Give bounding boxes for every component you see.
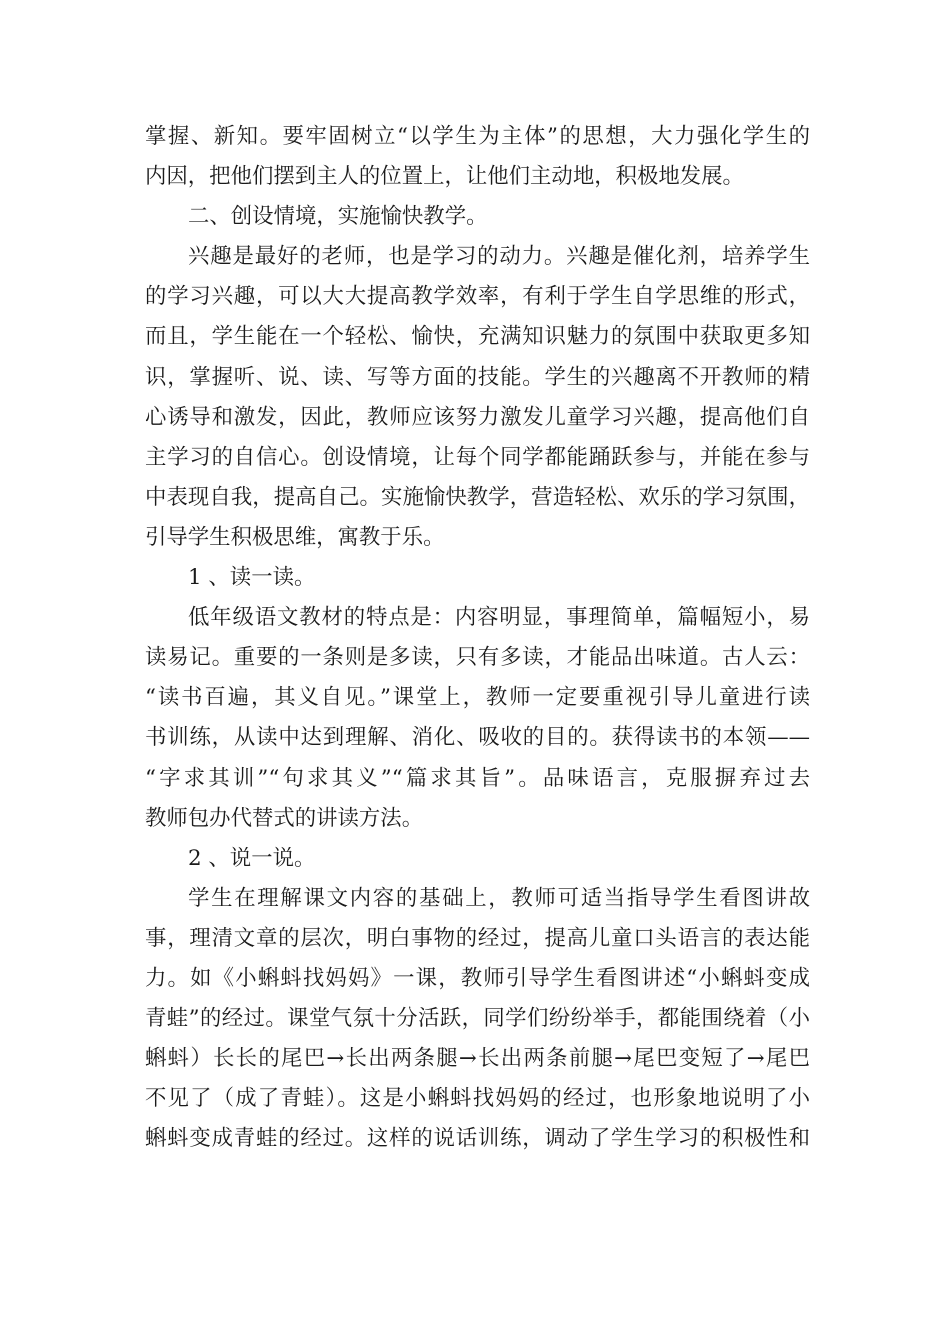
text-line: 心诱导和激发，因此，教师应该努力激发儿童学习兴趣，提高他们自	[145, 404, 810, 430]
text-line: 不见了（成了青蛙）。这是小蝌蚪找妈妈的经过，也形象地说明了小	[145, 1086, 810, 1112]
text-line: 力。如《小蝌蚪找妈妈》一课，教师引导学生看图讲述“小蝌蚪变成	[145, 965, 810, 991]
text-line: 蝌蚪变成青蛙的经过。这样的说话训练，调动了学生学习的积极性和	[145, 1126, 810, 1152]
text-line: 1 、读一读。	[188, 565, 316, 591]
text-line: 教师包办代替式的讲读方法。	[145, 805, 424, 831]
text-line: 二、创设情境，实施愉快教学。	[188, 204, 488, 230]
text-line: 蝌蚪）长长的尾巴→长出两条腿→长出两条前腿→尾巴变短了→尾巴	[145, 1046, 810, 1072]
text-line: 学生在理解课文内容的基础上，教师可适当指导学生看图讲故	[188, 885, 810, 911]
body-text	[145, 117, 810, 1159]
text-line: 的学习兴趣，可以大大提高教学效率，有利于学生自学思维的形式，	[145, 284, 810, 310]
text-line: 2 、说一说。	[188, 845, 316, 871]
text-line: “字求其训”“句求其义”“篇求其旨”。品味语言，克服摒弃过去	[145, 765, 810, 791]
text-line: 主学习的自信心。创设情境，让每个同学都能踊跃参与，并能在参与	[145, 444, 810, 470]
text-line: 事，理清文章的层次，明白事物的经过，提高儿童口头语言的表达能	[145, 925, 810, 951]
text-line: 低年级语文教材的特点是：内容明显，事理简单，篇幅短小，易	[188, 605, 810, 631]
text-line: “读书百遍，其义自见。”课堂上，教师一定要重视引导儿童进行读	[145, 685, 810, 711]
text-line: 中表现自我，提高自己。实施愉快教学，营造轻松、欢乐的学习氛围，	[145, 484, 810, 510]
text-line: 掌握、新知。要牢固树立“以学生为主体”的思想，大力强化学生的	[145, 124, 810, 149]
text-line: 书训练，从读中达到理解、消化、吸收的目的。获得读书的本领——	[145, 725, 810, 751]
text-line: 引导学生积极思维，寓教于乐。	[145, 524, 445, 550]
text-line: 识，掌握听、说、读、写等方面的技能。学生的兴趣离不开教师的精	[145, 364, 810, 390]
text-line: 而且，学生能在一个轻松、愉快，充满知识魅力的氛围中获取更多知	[145, 324, 810, 350]
text-line: 兴趣是最好的老师，也是学习的动力。兴趣是催化剂，培养学生	[188, 244, 810, 270]
text-line: 读易记。重要的一条则是多读，只有多读，才能品出味道。古人云：	[145, 645, 810, 671]
text-line: 青蛙”的经过。课堂气氛十分活跃，同学们纷纷举手，都能围绕着（小	[145, 1006, 810, 1032]
text-line: 内因，把他们摆到主人的位置上，让他们主动地，积极地发展。	[145, 164, 744, 190]
